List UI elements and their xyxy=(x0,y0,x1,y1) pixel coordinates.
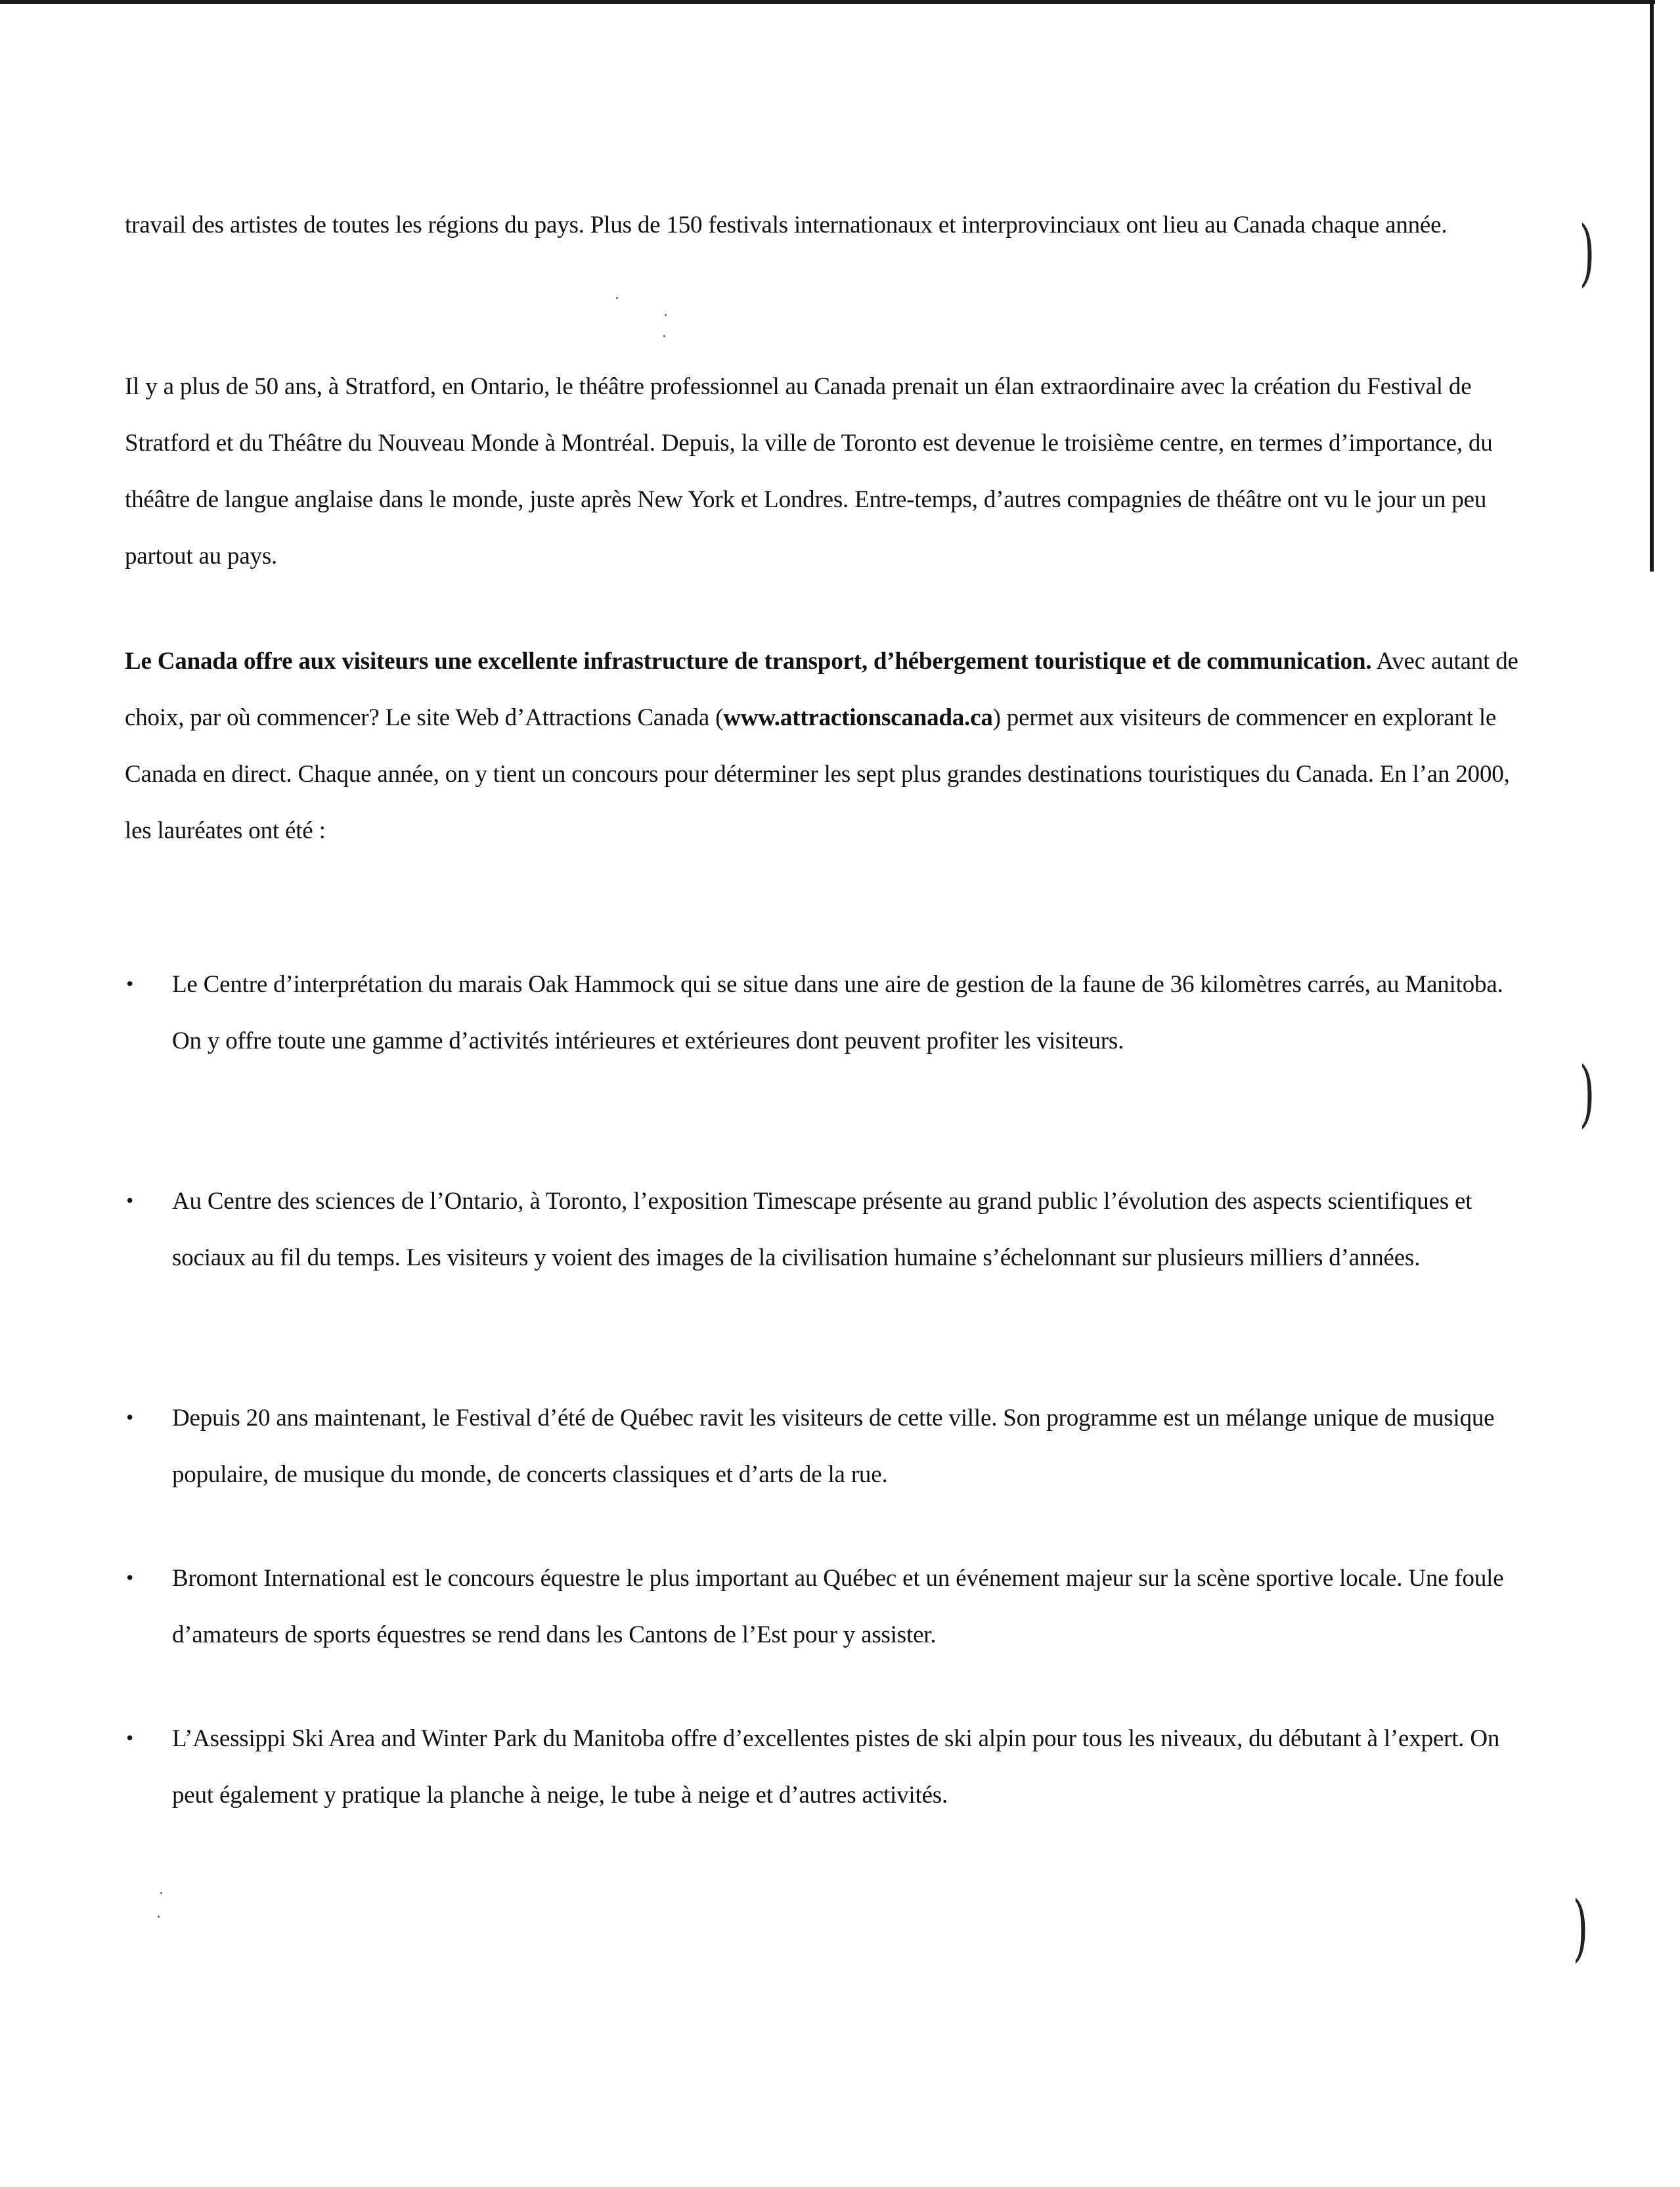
bullet-icon: • xyxy=(125,975,135,995)
margin-mark: ) xyxy=(1579,210,1595,294)
list-item-text: Bromont International est le concours équestre le plus important au Québec et un événement majeur sur la scène sportive locale. Une foule d’amateurs de sports équestres se rend dans les Cantons de l’Est pour y assister. xyxy=(172,1565,1504,1648)
paragraph-theatre xyxy=(125,359,1537,585)
scan-edge-right xyxy=(1650,0,1654,572)
list-item-text: L’Asessippi Ski Area and Winter Park du Manitoba offre d’excellentes pistes de ski alpin pour tous les niveaux, du débutant à l’expert. On peut également y pratique la planche à neige, le tube à neige et d’autres activités. xyxy=(172,1725,1500,1809)
margin-mark: ) xyxy=(1572,1885,1589,1970)
list-item-text: Le Centre d’interprétation du marais Oak Hammock qui se situe dans une aire de gestion de la faune de 36 kilomètres carrés, au Manitoba. On y offre toute une gamme d’activités intérieures et extérieures dont peuvent profiter les visiteurs. xyxy=(172,971,1503,1054)
paragraph-text-part2: ) permet aux visiteurs de commencer en explorant le Canada en direct. Chaque année, on y tient un concours pour déterminer les sept plus grandes destinations touristiques du Canada. En l’an 2000, les lauréates ont été : xyxy=(125,704,1510,844)
scan-edge-top xyxy=(0,0,1655,4)
paragraph-text-part1: Avec autant de choix, par où commencer? Le site Web d’Attractions Canada ( xyxy=(125,648,1518,731)
list-item-text: Au Centre des sciences de l’Ontario, à Toronto, l’exposition Timescape présente au grand public l’évolution des aspects scientifiques et sociaux au fil du temps. Les visiteurs y voient des images de la civilisation humaine s’échelonnant sur plusieurs milliers d’années. xyxy=(172,1188,1472,1271)
scan-speck xyxy=(158,1916,160,1918)
paragraph-infrastructure xyxy=(125,633,1537,859)
margin-mark: ) xyxy=(1579,1051,1595,1135)
website-url: www.attractionscanada.ca xyxy=(723,704,993,731)
scan-speck xyxy=(665,314,667,316)
scan-speck xyxy=(160,1892,162,1894)
bullet-icon: • xyxy=(125,1569,135,1589)
list-item-text: Depuis 20 ans maintenant, le Festival d’été de Québec ravit les visiteurs de cette ville. Son programme est un mélange unique de musique populaire, de musique du monde, de concerts classiques et d’arts de la rue. xyxy=(172,1405,1495,1488)
bullet-icon: • xyxy=(125,1409,135,1428)
scan-speck xyxy=(616,297,618,299)
paragraph-lead-bold: Le Canada offre aux visiteurs une excellente infrastructure de transport, d’hébergement touristique et de communication. xyxy=(125,648,1372,675)
bullet-icon: • xyxy=(125,1192,135,1211)
paragraph-text: travail des artistes de toutes les régions du pays. Plus de 150 festivals internationaux et interprovinciaux ont lieu au Canada chaque année. xyxy=(125,212,1448,238)
bullet-icon: • xyxy=(125,1729,135,1749)
scan-speck xyxy=(663,335,665,337)
paragraph-text: Il y a plus de 50 ans, à Stratford, en Ontario, le théâtre professionnel au Canada prenait un élan extraordinaire avec la création du Festival de Stratford et du Théâtre du Nouveau Monde à Montréal. Depuis, la ville de Toronto est devenue le troisième centre, en termes d’importance, du théâtre de langue anglaise dans le monde, juste après New York et Londres. Entre-temps, d’autres compagnies de théâtre ont vu le jour un peu partout au pays. xyxy=(125,373,1493,570)
paragraph-festivals xyxy=(125,197,1537,254)
